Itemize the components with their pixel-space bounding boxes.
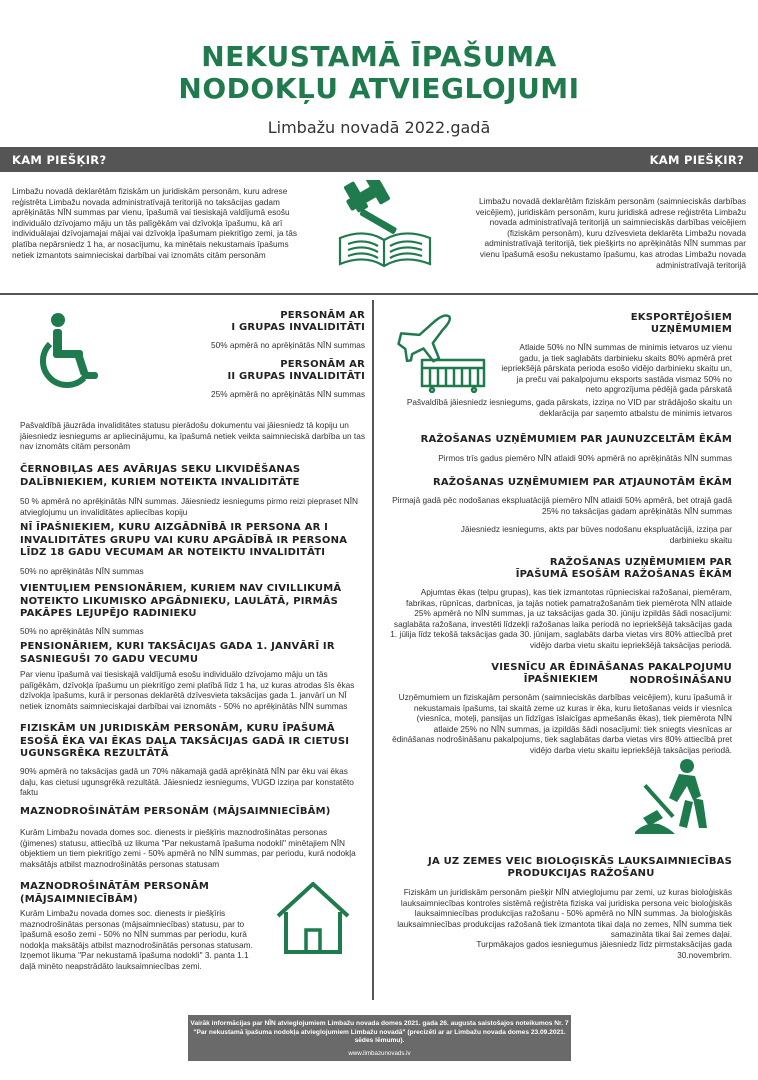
r1-heading-2: UZŅĒMUMIEM [650,324,732,335]
r3-body: Pirmajā gadā pēc nodošanas ekspluatācijā piemēro NĪN atlaidi 50% apmērā, bet otrajā gadā 25% no taksācijas gadam aprēķinātās NĪN summas [392,495,732,516]
r4-heading-2: ĪPAŠUMĀ ESOŠĀM RAŽOŠANAS ĒKĀM [515,569,732,580]
r6-body: Fiziskām un juridiskām personām piešķir NĪN atvieglojumu par zemi, uz kuras bioloģiskās lauksaimniecības kontroles sistēmā reģistrēta fiziska vai juridiska persona veic bioloģiskās lauksaimniecības produkcijas ražošanu - 50% apmērā no NĪN summas. Ja bioloģiskās lauksaimniecības produkcijas ražošanā tiek izmantota tikai daļa no zemes, NĪN summa tiek samazināta tikai šai zemes daļai. [397,887,732,940]
r2-body: Pirmos trīs gadus piemēro NĪN atlaidi 90% apmērā no aprēķinātās NĪN summas [438,453,732,463]
inv1-heading-1: PERSONĀM AR [280,310,365,321]
s7-heading: MAZNODROŠINĀTĀM PERSONĀM (MĀJSAIMNIECĪBĀM) [20,881,209,905]
r3-heading: RAŽOŠANAS UZŅĒMUMIEM PAR ATJAUNOTĀM ĒKĀM [432,477,732,488]
s2-heading: NĪ ĪPAŠNIEKIEM, KURU AIZGĀDNĪBĀ IR PERSONA AR I INVALIDITĀTES GRUPU VAI KURU APGĀDĪBĀ IR PERSONA LĪDZ 18 GADU VECUMAM AR NOTEIKTU INVALIDITĀTI [20,522,348,558]
s3-heading: VIENTUĻIEM PENSIONĀRIEM, KURIEM NAV CIVILLIKUMĀ NOTEIKTO LIKUMISKO APGĀDNIEKU, LAULĀTĀ, PIRMĀS PAKĀPES LEJUPĒJO RADINIEKU [20,583,342,619]
band-right-label: KAM PIEŠĶIR? [649,153,744,167]
page-title-line2: NODOKĻU ATVIEGLOJUMI [178,72,580,105]
r1-body: Atlaide 50% no NĪN summas de minimis ietvaros uz vienu gadu, ja tiek saglabāts darbinieku skaits 80% apmērā pret iepriekšējā pārskata perioda esošo vidējo darbinieku skaitu un, ja preču vai pakalpojumu eksports sastāda vismaz 50% no neto apgrozījuma pēdējā gada pārskatā [501,342,732,395]
top-divider [0,293,758,295]
s3-body: 50% no aprēķinātās NĪN summas [20,626,144,636]
inv1-heading-2: I GRUPAS INVALIDITĀTI [231,322,365,333]
r6-heading-2: PRODUKCIJAS RAŽOŠANU [507,868,655,879]
r1-heading-1: EKSPORTĒJOŠIEM [630,312,732,323]
s7-body: Kurām Limbažu novada domes soc. dienests ir piešķīris maznodrošinātas personas (mājsaimniecības) statusu, par to īpašumā esošo zemi - 50% no NĪN summas par periodu, kurā nodokļa maksātājs atbilst maznodrošinātās personas statusam. Izņemot likuma "Par nekustamā īpašuma nodokli" 3. panta 1.1 daļā minēto neapstrādāto lauksaimniecības zemi. [20,908,253,971]
s4-body: Par vienu īpašumā vai tiesiskajā valdījumā esošu individuālo dzīvojamo māju un tās palīgēkām, dzīvokļa īpašumu un piekritīgo zemi platībā līdz 1 ha, uz kuras atrodas šīs ēkas dzīvokļa īpašums, kurā ir personas deklarētā dzīvesvieta taksācijas gada 1. janvārī un NĪ netiek iznomāts saimnieciskajai darbībai vai iznomāts - 50% no aprēķinātās NĪN summas [20,669,355,711]
inv2-heading-2: II GRUPAS INVALIDITĀTI [227,371,365,382]
section-band [0,147,758,172]
page-title-line1: NEKUSTAMĀ ĪPAŠUMA [201,40,557,73]
r6-heading-1: JA UZ ZEMES VEIC BIOLOĢISKĀS LAUKSAIMNIECĪBAS [428,856,732,867]
s6-body: Kurām Limbažu novada domes soc. dienests ir piešķīris maznodrošinātas personas (ģimenes) statusu, attiecībā uz likuma "Par nekustamā īpašuma nodokli" minētajiem NĪN objektiem un tiem piekritīgo zemi - 50% apmērā no NĪN summas, par periodu, kurā nodokļa maksātājs atbilst maznodrošinātās personas statusam [20,827,356,869]
s1-heading: ČERNOBIĻAS AES AVĀRIJAS SEKU LIKVIDĒŠANAS DALĪBNIEKIEM, KURIEM NOTEIKTA INVALIDITĀTE [20,464,301,488]
r5-body: Uzņēmumiem un fiziskajām personām (saimnieciskās darbības veicējiem), kuru īpašumā ir nekustamais īpašums, tai skaitā zeme uz kuras ir ēka, kuru lietošanas veids ir viesnīca (viesnīca, moteļi, pansijas un līdzīgas īslaicīgas apmešanās ēkas), tiek piemērota NĪN atlaide 25% no NĪN summas, ja izpildās šādi nosacījumi: tiek sniegts viesnīcas ar ēdināšanas nodrošināšanu pakalpojums, tiek saglabātas darba vietas virs 80% attiecībā pret vidējo darba vietu skaitu iepriekšējā taksācijas periodā. [392,692,732,755]
airplane-container-icon [392,308,492,393]
r4-body: Apjumtas ēkas (telpu grupas), kas tiek izmantotas rūpnieciskai ražošanai, piemēram, fabrikas, rūpnīcas, darbnīcas, ja tajās notiek pamatražošanām tiek piemērota NĪN atlaide 25% apmērā no NĪN summas, ja uz taksācijas gada 30. jūniju izpildās šādi nosacījumi: saglabāta ražošana, investēti līdzekļi ražošanas laika periodā no iepriekšējā taksācijas gada 1. jūlija līdz tekošā taksācijas gada 30. jūnijam, saglabāts darba vietas virs 80% attiecībā pret vidējo darba vietu skaitu iepriekšējā taksācijas periodā. [390,587,732,650]
page-subtitle: Limbažu novadā 2022.gadā [267,118,491,137]
s6-heading: MAZNODROŠINĀTĀM PERSONĀM (MĀJSAIMNIECĪBĀM) [20,806,331,817]
s1-body: 50 % apmērā no aprēķinātās NĪN summas. Jāiesniedz iesniegums pirmo reizi piepraset NĪN atvieglojumu un invaliditātes apliecības kopiju [20,496,359,517]
r3-body-2: Jāiesniedz iesniegums, akts par būves nodošanu ekspluatācijā, izziņa par darbinieku skaitu [460,524,732,545]
r5-heading-1: VIESNĪCU AR ĒDINĀŠANAS PAKALPOJUMU NODROŠINĀŠANU [491,662,732,686]
r6-body-2: Turpmākajos gados iesniegumus jāiesniedz līdz pirmstaksācijas gada 30.novembrim. [476,939,732,960]
inv2-heading-1: PERSONĀM AR [280,359,365,370]
s4-heading: PENSIONĀRIEM, KURI TAKSĀCIJAS GADA 1. JANVĀRĪ IR SASNIEGUŠI 70 GADU VECUMU [20,641,335,665]
house-icon [272,878,354,958]
inv2-body: 25% apmērā no aprēķinātās NĪN summas [210,389,365,399]
wheelchair-icon [38,312,110,390]
worker-shovel-icon [635,756,730,836]
s5-body: 90% apmērā no taksācijas gadā un 70% nākamajā gadā aprēķinātā NĪN par ēku vai ēkas daļu, kas cietusi ugunsgrēkā rezultātā. Jāiesniedz iesniegums, VUGD izziņa par konstatēto faktu [20,766,354,798]
inv1-body: 50% apmērā no aprēķinātās NĪN summas [210,340,365,350]
r5-heading-2: ĪPAŠNIEKIEM [523,674,599,685]
r4-heading-1: RAŽOŠANAS UZŅĒMUMIEM PAR [549,557,732,568]
r2-heading: RAŽOŠANAS UZŅĒMUMIEM PAR JAUNUZCELTĀM ĒKĀM [420,434,732,445]
footer-box [188,1015,571,1061]
s5-heading: FIZISKĀM UN JURIDISKĀM PERSONĀM, KURU ĪPAŠUMĀ ESOŠĀ ĒKA VAI ĒKAS DAĻA TAKSĀCIJAS GADĀ IR CIETUSI UGUNSGRĒKA REZULTĀTĀ [20,723,350,759]
r1-body-2: Pašvaldībā jāiesniedz iesniegums, gada pārskats, izziņa no VID par strādājošo skaitu un deklarācija par saņemto atbalstu de minimis ietvaros [406,397,732,418]
band-left-label: KAM PIEŠĶIR? [12,153,107,167]
footer-url[interactable]: www.limbazunovads.lv [348,1049,411,1057]
center-divider [372,300,374,1000]
intro-right-text: Limbažu novadā deklarētām fiziskām personām (saimnieciskās darbības veicējiem), juridiskām personām, kuru juridiskā adrese reģistrēta Limbažu novada administratīvajā teritorijā un saimnieciskās darbības veicējiem (fiziskām personām), kuru dzīvesvieta deklarēta Limbažu novada administratīvajā teritorijā, tiek piešķirts no aprēķinātās NĪN summas par vienu īpašumā esošu nekustamo īpašumu, kas atrodas Limbažu novada administratīvajā teritorijā [475,196,746,270]
inv-note: Pašvaldībā jāuzrāda invaliditātes statusu pierādošu dokumentu vai jāiesniedz tā kopiju un jāiesniedz iesniegums ar apliecinājumu, ka īpašumā netiek veikta saimnieciskā darbība un tas nav iznomāts citām personām [20,420,365,452]
footer-text: Vairāk informācijas par NĪN atvieglojumiem Limbažu novada domes 2021. gada 26. augusta saistošajos noteikumos Nr. 7 "Par nekustamā īpašuma nodokļa atvieglojumiem Limbažu novadā" (precizēti ar ar Limbažu novada domes 23.09.2021. sēdes lēmumu). [190,1020,569,1045]
intro-left-text: Limbažu novadā deklarētām fiziskām un juridiskām personām, kuru adrese reģistrēta Limbažu novada administratīvajā teritorijā no taksācijas gadam aprēķinātās NĪN summas par vienu, īpašumā vai tiesiskajā valdījumā esošu individuālo dzīvojamo māju un tās palīgēkām vai dzīvokļa īpašumu, kā arī individuālajai dzīvojamajai mājai vai dzīvokļa īpašumam piekritīgo zemi, ja tās platība nepārsniedz 1 ha, ar nosacījumu, ka minētais nekustamais īpašums netiek izmantots saimnieciskai darbībai vai iznomāts citām personām [12,186,297,260]
gavel-book-icon [320,180,450,275]
s2-body: 50% no aprēķinātās NĪN summas [20,566,144,576]
